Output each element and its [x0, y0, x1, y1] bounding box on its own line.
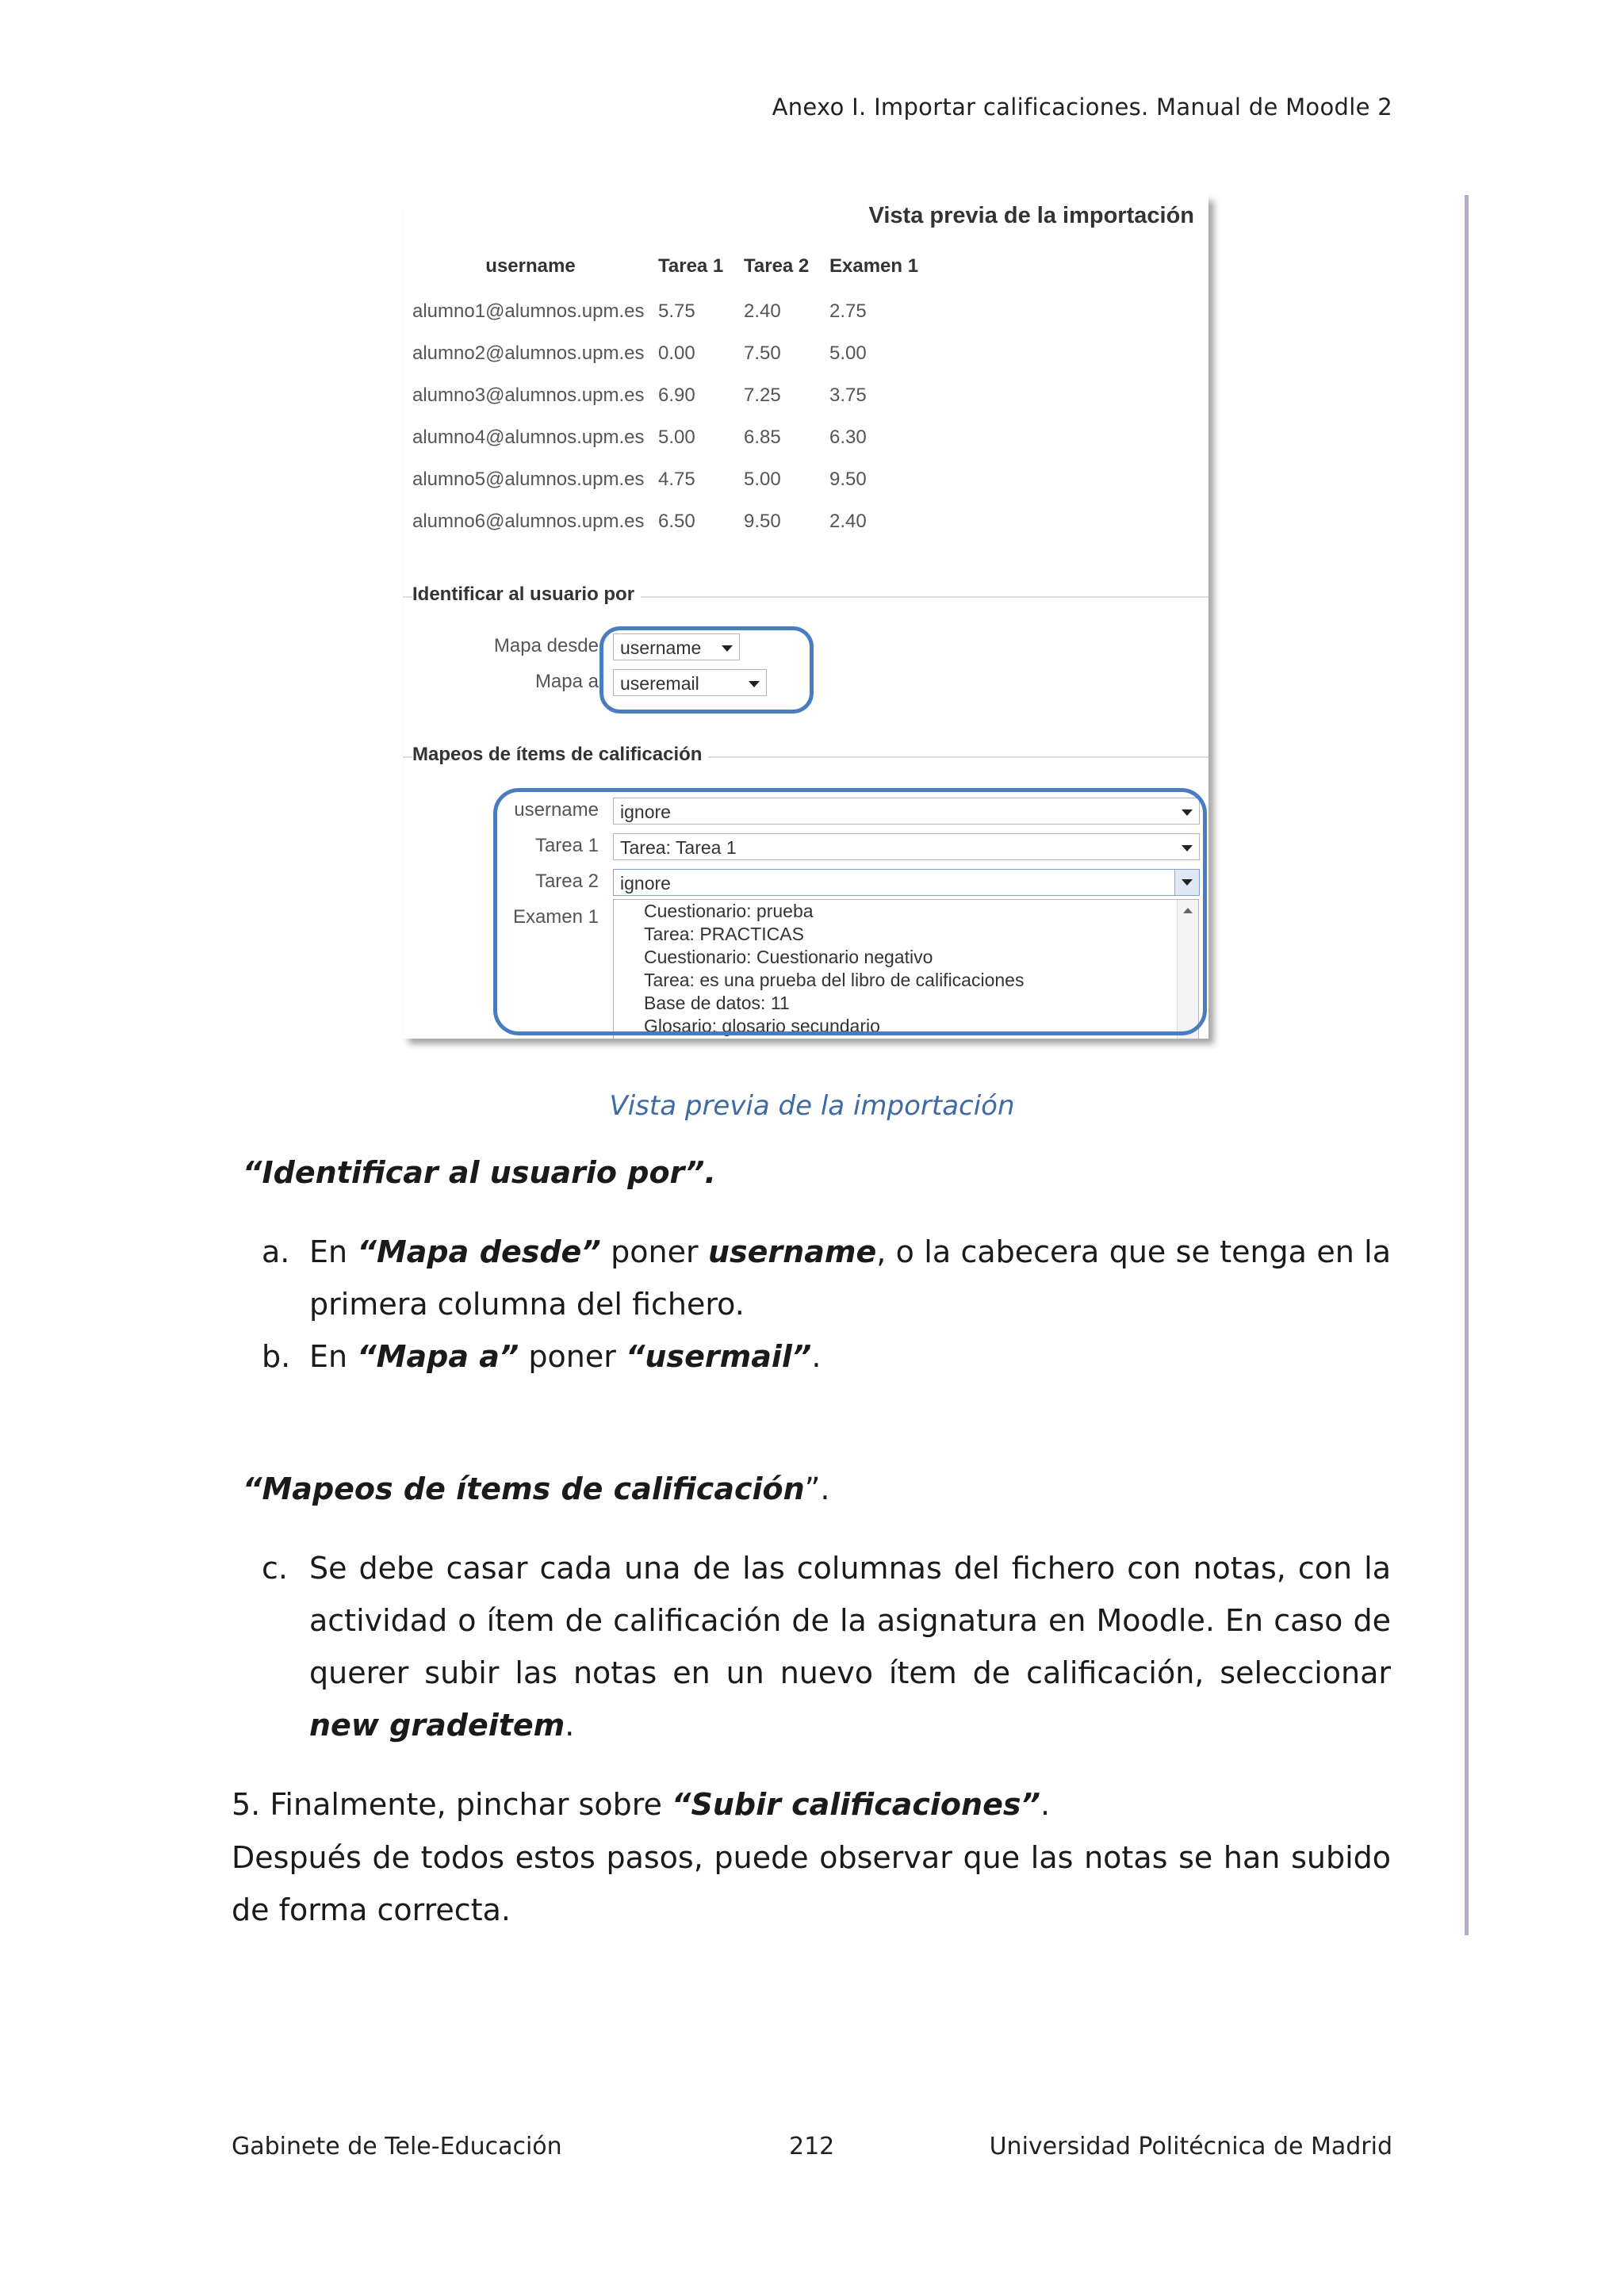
table-row	[403, 458, 940, 500]
table-row	[403, 374, 940, 416]
cell-username: alumno6@alumnos.upm.es	[412, 510, 645, 532]
table-row	[403, 416, 940, 458]
cell-username: alumno4@alumnos.upm.es	[412, 426, 645, 448]
import-preview-screenshot	[403, 195, 1208, 1039]
footer-right: Universidad Politécnica de Madrid	[989, 2133, 1392, 2160]
margin-rule	[1465, 195, 1469, 1935]
cell-username: alumno5@alumnos.upm.es	[412, 468, 645, 490]
step-5: 5. Finalmente, pinchar sobre “Subir calificaciones”.	[232, 1787, 1051, 1822]
list-marker: a.	[262, 1234, 290, 1269]
cell-grade: 6.90	[658, 384, 695, 406]
table-header-row	[403, 243, 940, 290]
map-to-value: useremail	[620, 673, 699, 694]
cell-grade: 2.40	[744, 300, 781, 322]
cell-username: alumno3@alumnos.upm.es	[412, 384, 645, 406]
list-option[interactable]: Cuestionario: prueba	[644, 901, 814, 921]
column-header: Tarea 2	[744, 255, 810, 277]
list-item-b: En “Mapa a” poner “usermail”.	[309, 1339, 822, 1374]
cell-grade: 6.50	[658, 510, 695, 532]
mappings-heading: “Mapeos de ítems de calificación”.	[243, 1471, 830, 1506]
list-option[interactable]: Tarea: PRACTICAS	[644, 924, 804, 944]
preview-table	[403, 243, 940, 542]
mapping-label: username	[514, 799, 599, 821]
mapping-label: Examen 1	[512, 906, 599, 928]
mapping-label: Tarea 1	[534, 835, 599, 856]
cell-grade: 0.00	[658, 342, 695, 364]
mapping-value: ignore	[620, 802, 671, 822]
map-from-value: username	[620, 637, 702, 658]
cell-grade: 4.75	[658, 468, 695, 490]
list-option[interactable]: Cuestionario: Cuestionario negativo	[644, 947, 933, 967]
cell-grade: 9.50	[744, 510, 781, 532]
identify-highlight	[599, 626, 814, 714]
closing-paragraph: Después de todos estos pasos, puede observar que las notas se han subido de forma correcta.	[232, 1840, 1391, 1927]
cell-grade: 6.30	[829, 426, 867, 448]
cell-grade: 5.75	[658, 300, 695, 322]
list-option[interactable]: Base de datos: 11	[644, 993, 790, 1013]
list-marker: b.	[262, 1339, 291, 1374]
mapping-value: Tarea: Tarea 1	[620, 837, 737, 858]
cell-username: alumno1@alumnos.upm.es	[412, 300, 645, 322]
table-row	[403, 332, 940, 374]
list-item-c: Se debe casar cada una de las columnas del fichero con notas, con la actividad o ítem de calificación de la asignatura en Moodle. En caso de querer subir las notas en un nuevo ítem de calificación, seleccionar new gradeitem.	[309, 1551, 1391, 1743]
page-header: Anexo I. Importar calificaciones. Manual de Moodle 2	[772, 94, 1392, 121]
list-option[interactable]: Glosario: glosario secundario	[644, 1016, 880, 1036]
table-row	[403, 290, 940, 332]
identify-heading: “Identificar al usuario por”.	[243, 1155, 716, 1190]
cell-grade: 2.75	[829, 300, 867, 322]
cell-grade: 9.50	[829, 468, 867, 490]
cell-grade: 3.75	[829, 384, 867, 406]
table-row	[403, 500, 940, 542]
list-item-a: En “Mapa desde” poner username, o la cabecera que se tenga en la primera columna del fichero.	[309, 1234, 1391, 1322]
mappings-highlight	[493, 788, 1207, 1035]
footer-left: Gabinete de Tele-Educación	[232, 2133, 562, 2160]
mapping-value: ignore	[620, 873, 671, 894]
cell-grade: 2.40	[829, 510, 867, 532]
list-marker: c.	[262, 1551, 288, 1586]
column-header: username	[485, 255, 576, 277]
cell-grade: 7.25	[744, 384, 781, 406]
column-header: Examen 1	[829, 255, 919, 277]
column-header: Tarea 1	[658, 255, 724, 277]
cell-grade: 5.00	[744, 468, 781, 490]
map-from-label: Mapa desde	[493, 635, 599, 656]
list-option[interactable]: Tarea: es una prueba del libro de calificaciones	[644, 970, 1025, 990]
page-number: 212	[789, 2133, 835, 2160]
cell-grade: 6.85	[744, 426, 781, 448]
mappings-legend: Mapeos de ítems de calificación	[412, 744, 708, 766]
figure-title: Vista previa de la importación	[868, 203, 1194, 228]
identify-legend: Identificar al usuario por	[412, 584, 641, 606]
cell-grade: 5.00	[658, 426, 695, 448]
map-to-label: Mapa a	[534, 671, 599, 692]
cell-grade: 7.50	[744, 342, 781, 364]
figure-caption: Vista previa de la importación	[609, 1090, 1015, 1122]
mapping-label: Tarea 2	[534, 871, 599, 892]
cell-grade: 5.00	[829, 342, 867, 364]
cell-username: alumno2@alumnos.upm.es	[412, 342, 645, 364]
